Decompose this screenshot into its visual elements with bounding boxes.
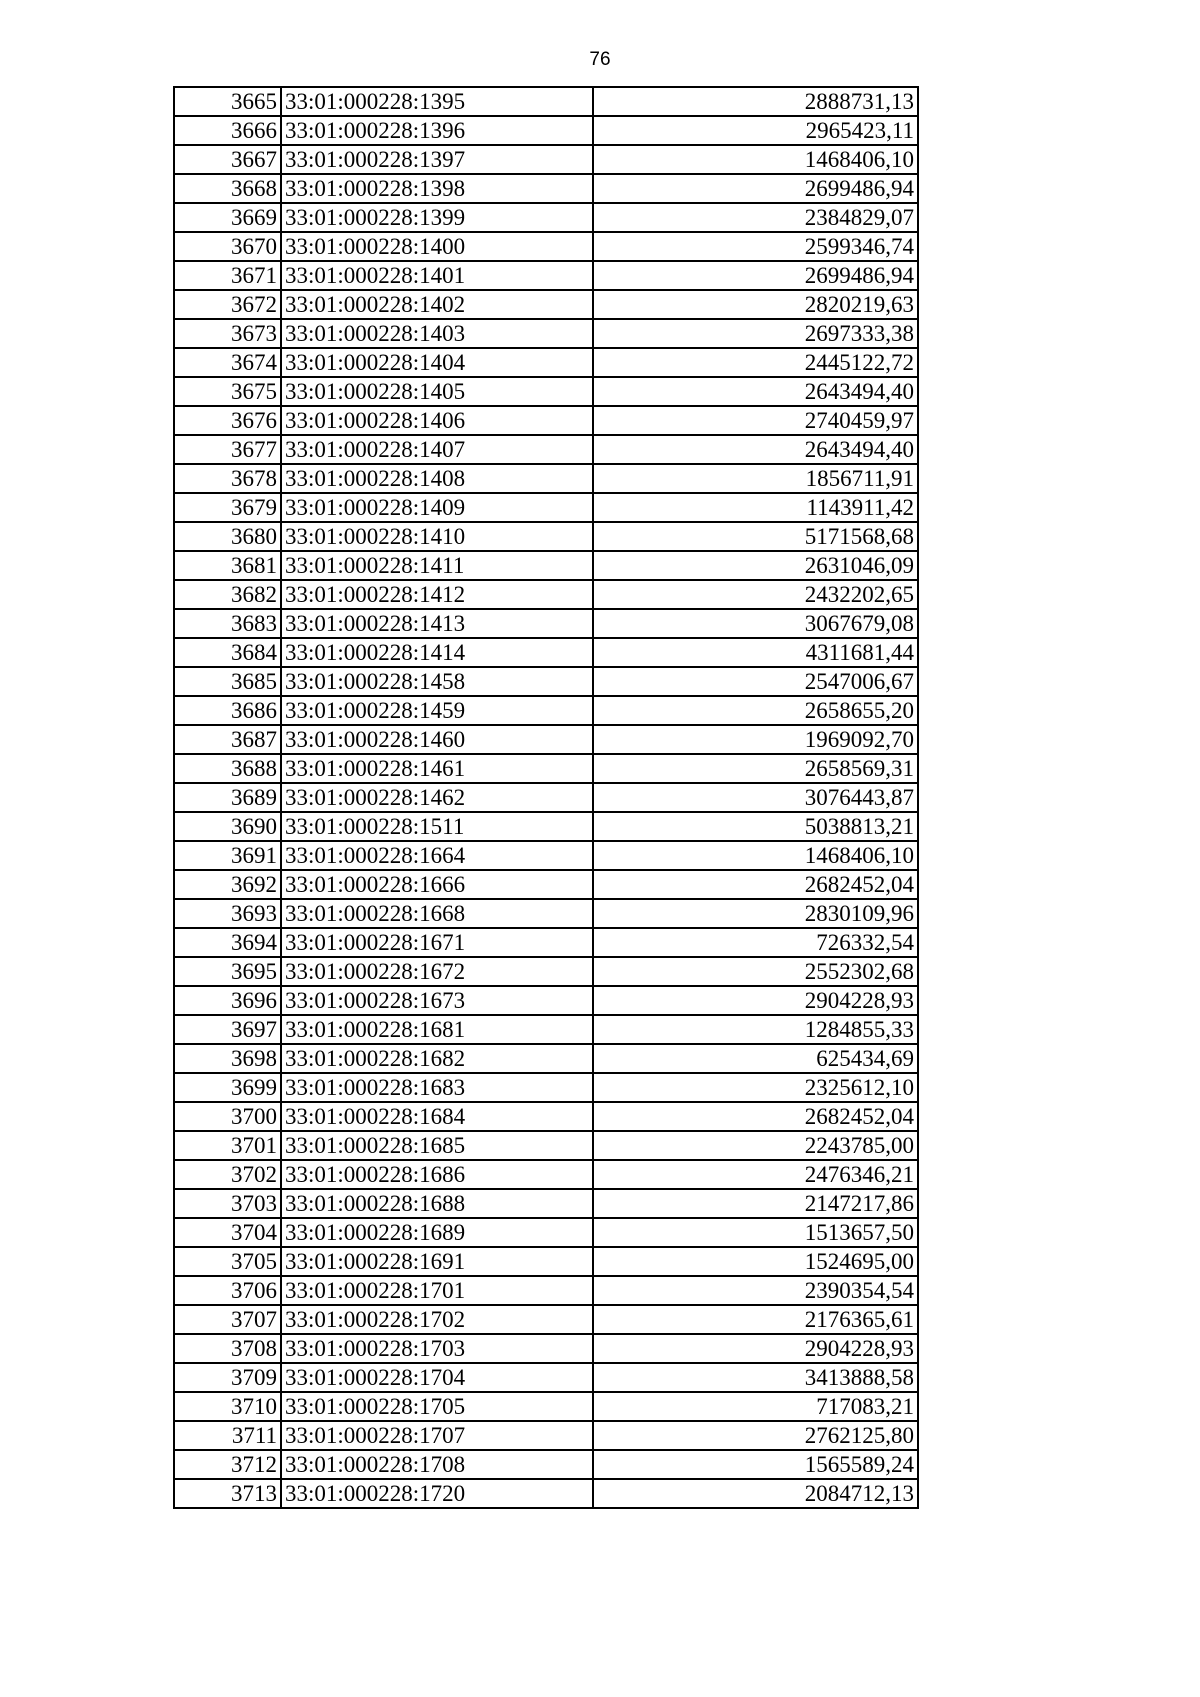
cadastral-number-cell: 33:01:000228:1396 (281, 116, 593, 145)
table-row (174, 203, 918, 232)
table-row (174, 1044, 918, 1073)
cadastral-number-cell: 33:01:000228:1688 (281, 1189, 593, 1218)
row-number-cell: 3705 (174, 1247, 281, 1276)
row-number-cell: 3678 (174, 464, 281, 493)
row-number-cell: 3709 (174, 1363, 281, 1392)
cadastral-value-cell: 2643494,40 (593, 377, 918, 406)
cadastral-number-cell: 33:01:000228:1689 (281, 1218, 593, 1247)
table-row (174, 841, 918, 870)
cadastral-number-cell: 33:01:000228:1684 (281, 1102, 593, 1131)
cadastral-value-cell: 2658655,20 (593, 696, 918, 725)
table-row (174, 1015, 918, 1044)
cadastral-value-cell: 2830109,96 (593, 899, 918, 928)
cadastral-number-cell: 33:01:000228:1407 (281, 435, 593, 464)
table-row (174, 1102, 918, 1131)
cadastral-value-cell: 1143911,42 (593, 493, 918, 522)
cadastral-number-cell: 33:01:000228:1462 (281, 783, 593, 812)
row-number-cell: 3713 (174, 1479, 281, 1508)
row-number-cell: 3695 (174, 957, 281, 986)
cadastral-number-cell: 33:01:000228:1672 (281, 957, 593, 986)
row-number-cell: 3702 (174, 1160, 281, 1189)
cadastral-number-cell: 33:01:000228:1681 (281, 1015, 593, 1044)
cadastral-number-cell: 33:01:000228:1460 (281, 725, 593, 754)
row-number-cell: 3674 (174, 348, 281, 377)
row-number-cell: 3681 (174, 551, 281, 580)
cadastral-number-cell: 33:01:000228:1399 (281, 203, 593, 232)
page-number: 76 (589, 49, 611, 70)
table-row (174, 754, 918, 783)
cadastral-value-cell: 2390354,54 (593, 1276, 918, 1305)
cadastral-number-cell: 33:01:000228:1461 (281, 754, 593, 783)
cadastral-number-cell: 33:01:000228:1402 (281, 290, 593, 319)
table-row (174, 551, 918, 580)
row-number-cell: 3671 (174, 261, 281, 290)
cadastral-number-cell: 33:01:000228:1459 (281, 696, 593, 725)
table-row (174, 609, 918, 638)
cadastral-value-cell: 2699486,94 (593, 174, 918, 203)
cadastral-number-cell: 33:01:000228:1668 (281, 899, 593, 928)
cadastral-number-cell: 33:01:000228:1708 (281, 1450, 593, 1479)
table-row (174, 319, 918, 348)
cadastral-value-cell: 2384829,07 (593, 203, 918, 232)
cadastral-number-cell: 33:01:000228:1671 (281, 928, 593, 957)
cadastral-value-cell: 3067679,08 (593, 609, 918, 638)
table-row (174, 1247, 918, 1276)
cadastral-number-cell: 33:01:000228:1664 (281, 841, 593, 870)
cadastral-number-cell: 33:01:000228:1410 (281, 522, 593, 551)
table-row (174, 928, 918, 957)
cadastral-value-cell: 2552302,68 (593, 957, 918, 986)
table-row (174, 377, 918, 406)
cadastral-value-cell: 1468406,10 (593, 145, 918, 174)
cadastral-value-cell: 5171568,68 (593, 522, 918, 551)
row-number-cell: 3701 (174, 1131, 281, 1160)
row-number-cell: 3665 (174, 87, 281, 116)
cadastral-value-cell: 2904228,93 (593, 986, 918, 1015)
row-number-cell: 3677 (174, 435, 281, 464)
table-row (174, 1392, 918, 1421)
cadastral-number-cell: 33:01:000228:1691 (281, 1247, 593, 1276)
cadastral-number-cell: 33:01:000228:1412 (281, 580, 593, 609)
cadastral-value-cell: 2682452,04 (593, 1102, 918, 1131)
row-number-cell: 3696 (174, 986, 281, 1015)
cadastral-value-cell: 2176365,61 (593, 1305, 918, 1334)
row-number-cell: 3668 (174, 174, 281, 203)
cadastral-value-cell: 2658569,31 (593, 754, 918, 783)
table-row (174, 986, 918, 1015)
table-row (174, 493, 918, 522)
table-row (174, 1189, 918, 1218)
cadastral-number-cell: 33:01:000228:1411 (281, 551, 593, 580)
cadastral-value-cell: 2476346,21 (593, 1160, 918, 1189)
row-number-cell: 3672 (174, 290, 281, 319)
cadastral-number-cell: 33:01:000228:1673 (281, 986, 593, 1015)
table-row (174, 1421, 918, 1450)
cadastral-value-cell: 2965423,11 (593, 116, 918, 145)
cadastral-number-cell: 33:01:000228:1398 (281, 174, 593, 203)
table-row (174, 870, 918, 899)
table-row (174, 145, 918, 174)
cadastral-value-cell: 2682452,04 (593, 870, 918, 899)
cadastral-value-cell: 5038813,21 (593, 812, 918, 841)
cadastral-number-cell: 33:01:000228:1395 (281, 87, 593, 116)
table-row (174, 1073, 918, 1102)
table-row (174, 1334, 918, 1363)
cadastral-value-cell: 3413888,58 (593, 1363, 918, 1392)
row-number-cell: 3697 (174, 1015, 281, 1044)
row-number-cell: 3691 (174, 841, 281, 870)
cadastral-number-cell: 33:01:000228:1682 (281, 1044, 593, 1073)
table-row (174, 1363, 918, 1392)
cadastral-value-cell: 726332,54 (593, 928, 918, 957)
cadastral-number-cell: 33:01:000228:1400 (281, 232, 593, 261)
cadastral-number-cell: 33:01:000228:1683 (281, 1073, 593, 1102)
row-number-cell: 3698 (174, 1044, 281, 1073)
table-row (174, 232, 918, 261)
cadastral-number-cell: 33:01:000228:1704 (281, 1363, 593, 1392)
cadastral-value-cell: 2888731,13 (593, 87, 918, 116)
cadastral-value-cell: 1969092,70 (593, 725, 918, 754)
row-number-cell: 3690 (174, 812, 281, 841)
row-number-cell: 3667 (174, 145, 281, 174)
cadastral-value-cell: 2599346,74 (593, 232, 918, 261)
row-number-cell: 3679 (174, 493, 281, 522)
cadastral-number-cell: 33:01:000228:1703 (281, 1334, 593, 1363)
table-row (174, 1276, 918, 1305)
cadastral-number-cell: 33:01:000228:1705 (281, 1392, 593, 1421)
table-row (174, 725, 918, 754)
row-number-cell: 3693 (174, 899, 281, 928)
table-row (174, 406, 918, 435)
table-row (174, 957, 918, 986)
cadastral-value-cell: 3076443,87 (593, 783, 918, 812)
cadastral-value-cell: 2762125,80 (593, 1421, 918, 1450)
row-number-cell: 3669 (174, 203, 281, 232)
cadastral-number-cell: 33:01:000228:1409 (281, 493, 593, 522)
cadastral-number-cell: 33:01:000228:1405 (281, 377, 593, 406)
cadastral-number-cell: 33:01:000228:1666 (281, 870, 593, 899)
cadastral-number-cell: 33:01:000228:1406 (281, 406, 593, 435)
row-number-cell: 3686 (174, 696, 281, 725)
cadastral-value-cell: 1856711,91 (593, 464, 918, 493)
row-number-cell: 3682 (174, 580, 281, 609)
table-row (174, 1305, 918, 1334)
cadastral-value-cell: 2084712,13 (593, 1479, 918, 1508)
cadastral-number-cell: 33:01:000228:1397 (281, 145, 593, 174)
table-row (174, 174, 918, 203)
table-row (174, 87, 918, 116)
cadastral-value-cell: 2697333,38 (593, 319, 918, 348)
row-number-cell: 3687 (174, 725, 281, 754)
cadastral-value-cell: 1513657,50 (593, 1218, 918, 1247)
row-number-cell: 3711 (174, 1421, 281, 1450)
cadastral-value-cell: 1468406,10 (593, 841, 918, 870)
table-row (174, 696, 918, 725)
cadastral-number-cell: 33:01:000228:1413 (281, 609, 593, 638)
table-row (174, 1479, 918, 1508)
cadastral-number-cell: 33:01:000228:1408 (281, 464, 593, 493)
cadastral-value-cell: 2699486,94 (593, 261, 918, 290)
cadastral-value-cell: 2445122,72 (593, 348, 918, 377)
row-number-cell: 3676 (174, 406, 281, 435)
row-number-cell: 3700 (174, 1102, 281, 1131)
table-row (174, 290, 918, 319)
cadastral-value-cell: 1524695,00 (593, 1247, 918, 1276)
cadastral-number-cell: 33:01:000228:1458 (281, 667, 593, 696)
cadastral-value-cell: 2147217,86 (593, 1189, 918, 1218)
cadastral-value-cell: 625434,69 (593, 1044, 918, 1073)
cadastral-value-cell: 2643494,40 (593, 435, 918, 464)
row-number-cell: 3706 (174, 1276, 281, 1305)
cadastral-number-cell: 33:01:000228:1401 (281, 261, 593, 290)
cadastral-value-cell: 1565589,24 (593, 1450, 918, 1479)
table-row (174, 667, 918, 696)
row-number-cell: 3675 (174, 377, 281, 406)
cadastral-value-cell: 2740459,97 (593, 406, 918, 435)
cadastral-value-cell: 2547006,67 (593, 667, 918, 696)
cadastral-value-table (173, 86, 919, 1509)
cadastral-value-cell: 2243785,00 (593, 1131, 918, 1160)
row-number-cell: 3666 (174, 116, 281, 145)
row-number-cell: 3684 (174, 638, 281, 667)
cadastral-number-cell: 33:01:000228:1686 (281, 1160, 593, 1189)
row-number-cell: 3680 (174, 522, 281, 551)
table-row (174, 464, 918, 493)
row-number-cell: 3699 (174, 1073, 281, 1102)
row-number-cell: 3704 (174, 1218, 281, 1247)
row-number-cell: 3670 (174, 232, 281, 261)
cadastral-number-cell: 33:01:000228:1701 (281, 1276, 593, 1305)
cadastral-number-cell: 33:01:000228:1685 (281, 1131, 593, 1160)
cadastral-number-cell: 33:01:000228:1702 (281, 1305, 593, 1334)
row-number-cell: 3708 (174, 1334, 281, 1363)
table-row (174, 261, 918, 290)
cadastral-value-cell: 4311681,44 (593, 638, 918, 667)
table-row (174, 899, 918, 928)
cadastral-value-cell: 2432202,65 (593, 580, 918, 609)
row-number-cell: 3703 (174, 1189, 281, 1218)
row-number-cell: 3689 (174, 783, 281, 812)
cadastral-number-cell: 33:01:000228:1404 (281, 348, 593, 377)
row-number-cell: 3707 (174, 1305, 281, 1334)
row-number-cell: 3692 (174, 870, 281, 899)
row-number-cell: 3683 (174, 609, 281, 638)
cadastral-value-cell: 2820219,63 (593, 290, 918, 319)
row-number-cell: 3688 (174, 754, 281, 783)
cadastral-value-cell: 2325612,10 (593, 1073, 918, 1102)
table-row (174, 638, 918, 667)
table-row (174, 580, 918, 609)
table-row (174, 1450, 918, 1479)
table-row (174, 1131, 918, 1160)
cadastral-number-cell: 33:01:000228:1707 (281, 1421, 593, 1450)
cadastral-number-cell: 33:01:000228:1403 (281, 319, 593, 348)
cadastral-value-cell: 717083,21 (593, 1392, 918, 1421)
cadastral-value-cell: 2904228,93 (593, 1334, 918, 1363)
cadastral-value-cell: 2631046,09 (593, 551, 918, 580)
table-row (174, 348, 918, 377)
row-number-cell: 3685 (174, 667, 281, 696)
row-number-cell: 3710 (174, 1392, 281, 1421)
table-row (174, 116, 918, 145)
row-number-cell: 3694 (174, 928, 281, 957)
table-row (174, 522, 918, 551)
cadastral-number-cell: 33:01:000228:1720 (281, 1479, 593, 1508)
table-body (174, 87, 918, 1508)
cadastral-number-cell: 33:01:000228:1511 (281, 812, 593, 841)
table-row (174, 1160, 918, 1189)
row-number-cell: 3712 (174, 1450, 281, 1479)
row-number-cell: 3673 (174, 319, 281, 348)
cadastral-value-cell: 1284855,33 (593, 1015, 918, 1044)
table-row (174, 435, 918, 464)
table-row (174, 812, 918, 841)
cadastral-number-cell: 33:01:000228:1414 (281, 638, 593, 667)
table-row (174, 1218, 918, 1247)
table-row (174, 783, 918, 812)
